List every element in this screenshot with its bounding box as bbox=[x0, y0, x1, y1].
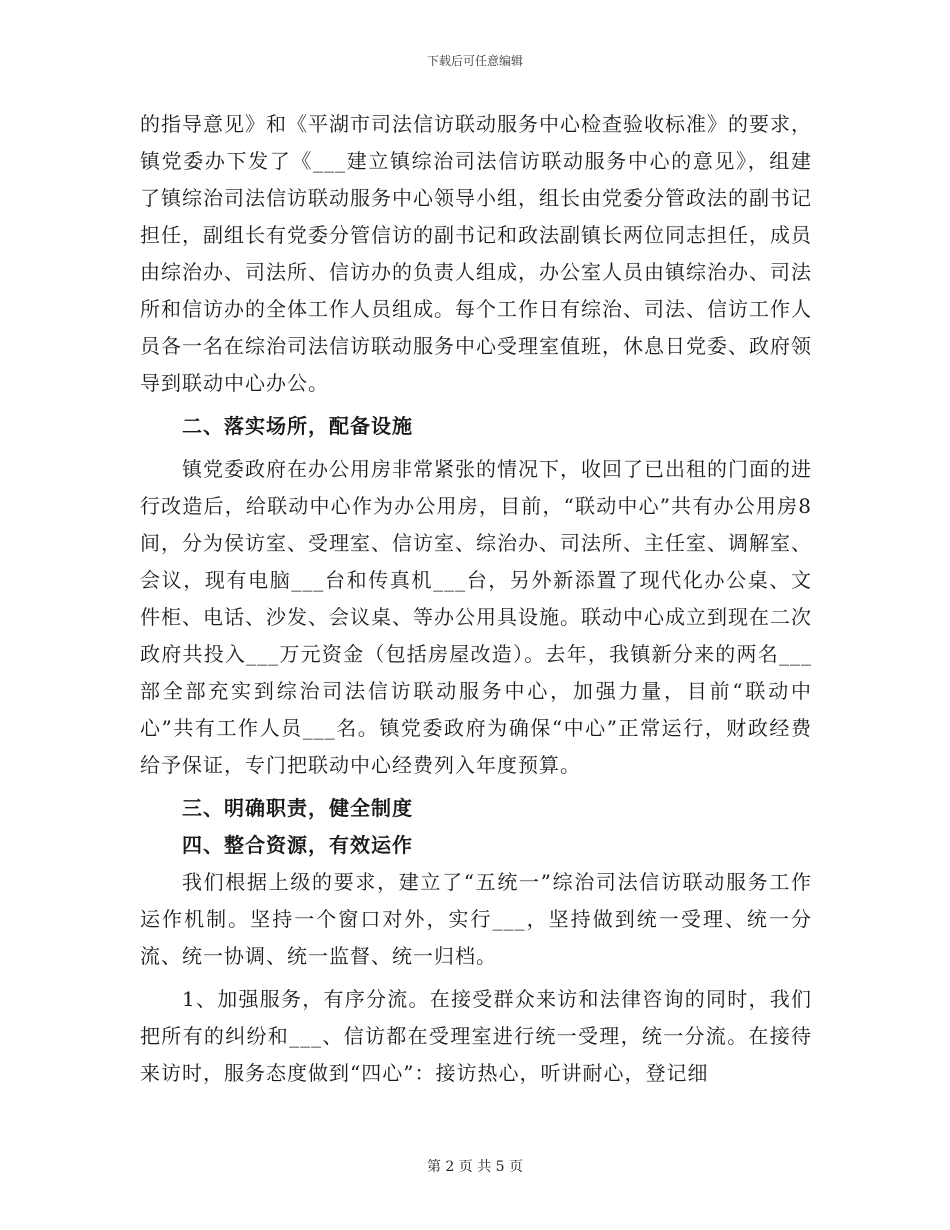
section-heading-3: 三、明确职责，健全制度 bbox=[182, 796, 413, 820]
paragraph-facilities: 镇党委政府在办公用房非常紧张的情况下，收回了已出租的门面的进行改造后，给联动中心作为办公用房，目前，“联动中心”共有办公用房8间，分为侯访室、受理室、信访室、综治办、司法所、主任室、调解室、会议，现有电脑___台和传真机___台，另外新添置了现代化办公桌、文件柜、电话、沙发、会议桌、等办公用具设施。联动中心成立到现在二次政府共投入___万元资金（包括房屋改造）。去年，我镇新分来的两名___部全部充实到综治司法信访联动服务中心，加强力量，目前“联动中心”共有工作人员___名。镇党委政府为确保“中心”正常运行，财政经费给予保证，专门把联动中心经费列入年度预算。 bbox=[140, 457, 812, 777]
page-footer-number: 第 2 页 共 5 页 bbox=[426, 1159, 524, 1175]
paragraph-service-distribution: 1、加强服务，有序分流。在接受群众来访和法律咨询的同时，我们把所有的纠纷和___、信访都在受理室进行统一受理，统一分流。在接待来访时，服务态度做到“四心”：接访热心，听讲耐心，登记细 bbox=[140, 987, 812, 1085]
section-heading-2: 二、落实场所，配备设施 bbox=[182, 414, 413, 438]
page-header-note: 下载后可任意编辑 bbox=[426, 54, 523, 68]
paragraph-leadership-group: 的指导意见》和《平湖市司法信访联动服务中心检查验收标准》的要求，镇党委办下发了《___建立镇综治司法信访联动服务中心的意见》，组建了镇综治司法信访联动服务中心领导小组，组长由党委分管政法的副书记担任，副组长有党委分管信访的副书记和政法副镇长两位同志担任，成员由综治办、司法所、信访办的负责人组成，办公室人员由镇综治办、司法所和信访办的全体工作人员组成。每个工作日有综治、司法、信访工作人员各一名在综治司法信访联动服务中心受理室值班，休息日党委、政府领导到联动中心办公。 bbox=[140, 112, 812, 395]
document-body bbox=[140, 106, 812, 1092]
paragraph-five-unified: 我们根据上级的要求，建立了“五统一”综治司法信访联动服务工作运作机制。坚持一个窗口对外，实行___，坚持做到统一受理、统一分流、统一协调、统一监督、统一归档。 bbox=[140, 870, 812, 968]
section-heading-4: 四、整合资源，有效运作 bbox=[182, 833, 413, 857]
